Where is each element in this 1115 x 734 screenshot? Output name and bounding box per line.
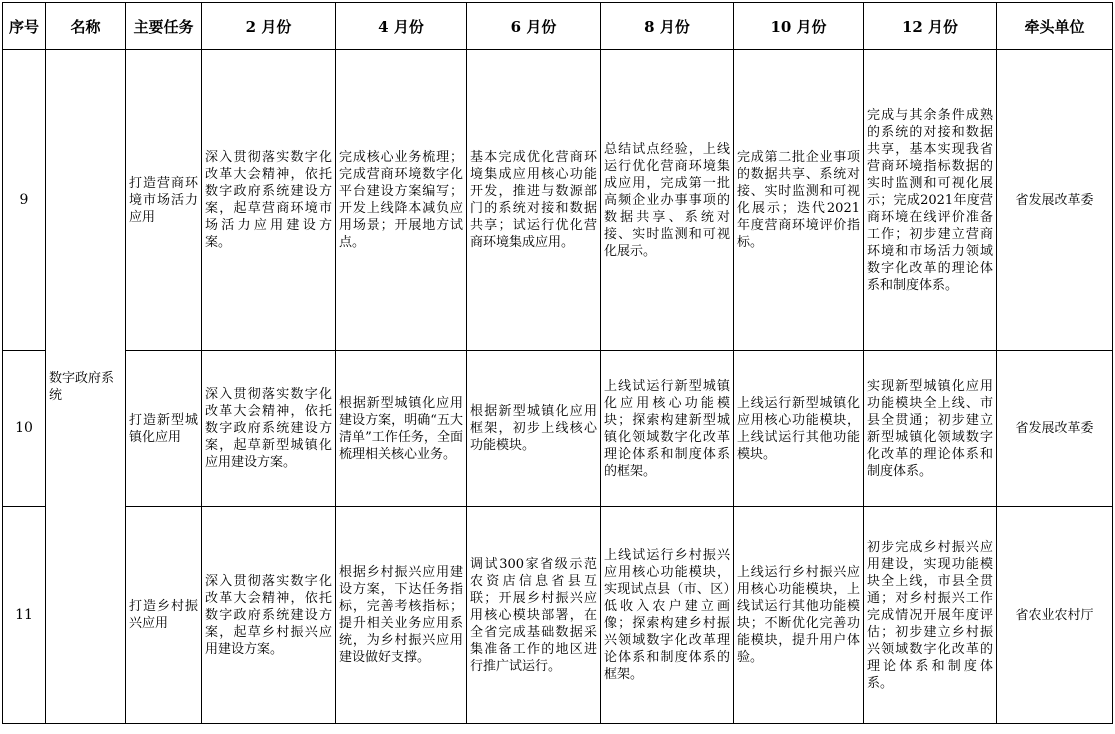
header-oct: 10 月份 — [734, 3, 864, 50]
row-feb: 深入贯彻落实数字化改革大会精神，依托数字政府系统建设方案，起草乡村振兴应用建设方案。 — [202, 507, 336, 724]
row-task: 打造营商环境市场活力应用 — [126, 50, 202, 351]
table-row — [3, 50, 1113, 351]
row-oct: 上线运行新型城镇化应用核心功能模块，上线试运行其他功能模块。 — [734, 351, 864, 507]
row-apr: 根据新型城镇化应用建设方案，明确“五大清单”工作任务，全面梳理相关核心业务。 — [336, 351, 467, 507]
header-dec: 12 月份 — [864, 3, 997, 50]
row-apr: 完成核心业务梳理；完成营商环境数字化平台建设方案编写；开发上线降本减负应用场景；开展地方试点。 — [336, 50, 467, 351]
row-oct: 上线运行乡村振兴应用核心功能模块，上线试运行其他功能模块；不断优化完善功能模块，提升用户体验。 — [734, 507, 864, 724]
row-aug: 总结试点经验，上线运行优化营商环境集成应用，完成第一批高频企业办事事项的数据共享、系统对接、实时监测和可视化展示。 — [601, 50, 734, 351]
row-feb: 深入贯彻落实数字化改革大会精神，依托数字政府系统建设方案，起草营商环境市场活力应用建设方案。 — [202, 50, 336, 351]
table-row — [3, 507, 1113, 724]
row-feb: 深入贯彻落实数字化改革大会精神，依托数字政府系统建设方案，起草新型城镇化应用建设方案。 — [202, 351, 336, 507]
row-aug: 上线试运行新型城镇化应用核心功能模块；探索构建新型城镇化领域数字化改革理论体系和制度体系的框架。 — [601, 351, 734, 507]
header-task: 主要任务 — [126, 3, 202, 50]
header-apr: 4 月份 — [336, 3, 467, 50]
row-seq: 11 — [3, 507, 46, 724]
row-unit: 省农业农村厅 — [997, 507, 1113, 724]
header-aug: 8 月份 — [601, 3, 734, 50]
row-seq: 10 — [3, 351, 46, 507]
row-dec: 实现新型城镇化应用功能模块全上线、市县全贯通；初步建立新型城镇化领域数字化改革的理论体系和制度体系。 — [864, 351, 997, 507]
row-task: 打造乡村振兴应用 — [126, 507, 202, 724]
header-feb: 2 月份 — [202, 3, 336, 50]
task-schedule-table — [2, 2, 1113, 724]
row-unit: 省发展改革委 — [997, 50, 1113, 351]
header-jun: 6 月份 — [467, 3, 601, 50]
group-name-cell: 数字政府系统 — [46, 50, 126, 724]
row-jun: 基本完成优化营商环境集成应用核心功能开发，推进与数源部门的系统对接和数据共享；试运行优化营商环境集成应用。 — [467, 50, 601, 351]
row-jun: 调试300家省级示范农资店信息省县互联；开展乡村振兴应用核心模块部署，在全省完成基础数据采集准备工作的地区进行推广试运行。 — [467, 507, 601, 724]
header-seq: 序号 — [3, 3, 46, 50]
table-row — [3, 351, 1113, 507]
row-task: 打造新型城镇化应用 — [126, 351, 202, 507]
row-jun: 根据新型城镇化应用框架，初步上线核心功能模块。 — [467, 351, 601, 507]
row-apr: 根据乡村振兴应用建设方案，下达任务指标，完善考核指标；提升相关业务应用系统，为乡村振兴应用建设做好支撑。 — [336, 507, 467, 724]
header-name: 名称 — [46, 3, 126, 50]
row-dec: 完成与其余条件成熟的系统的对接和数据共享，基本实现我省营商环境指标数据的实时监测和可视化展示；完成2021年度营商环境在线评价准备工作；初步建立营商环境和市场活力领域数字化改革的理论体系和制度体系。 — [864, 50, 997, 351]
row-seq: 9 — [3, 50, 46, 351]
row-dec: 初步完成乡村振兴应用建设，实现功能模块全上线，市县全贯通；对乡村振兴工作完成情况开展年度评估；初步建立乡村振兴领域数字化改革的理论体系和制度体系。 — [864, 507, 997, 724]
table-header-row — [3, 3, 1113, 50]
row-oct: 完成第二批企业事项的数据共享、系统对接、实时监测和可视化展示；迭代2021年度营商环境评价指标。 — [734, 50, 864, 351]
row-aug: 上线试运行乡村振兴应用核心功能模块，实现试点县（市、区）低收入农户建立画像；探索构建乡村振兴领域数字化改革理论体系和制度体系的框架。 — [601, 507, 734, 724]
header-unit: 牵头单位 — [997, 3, 1113, 50]
row-unit: 省发展改革委 — [997, 351, 1113, 507]
